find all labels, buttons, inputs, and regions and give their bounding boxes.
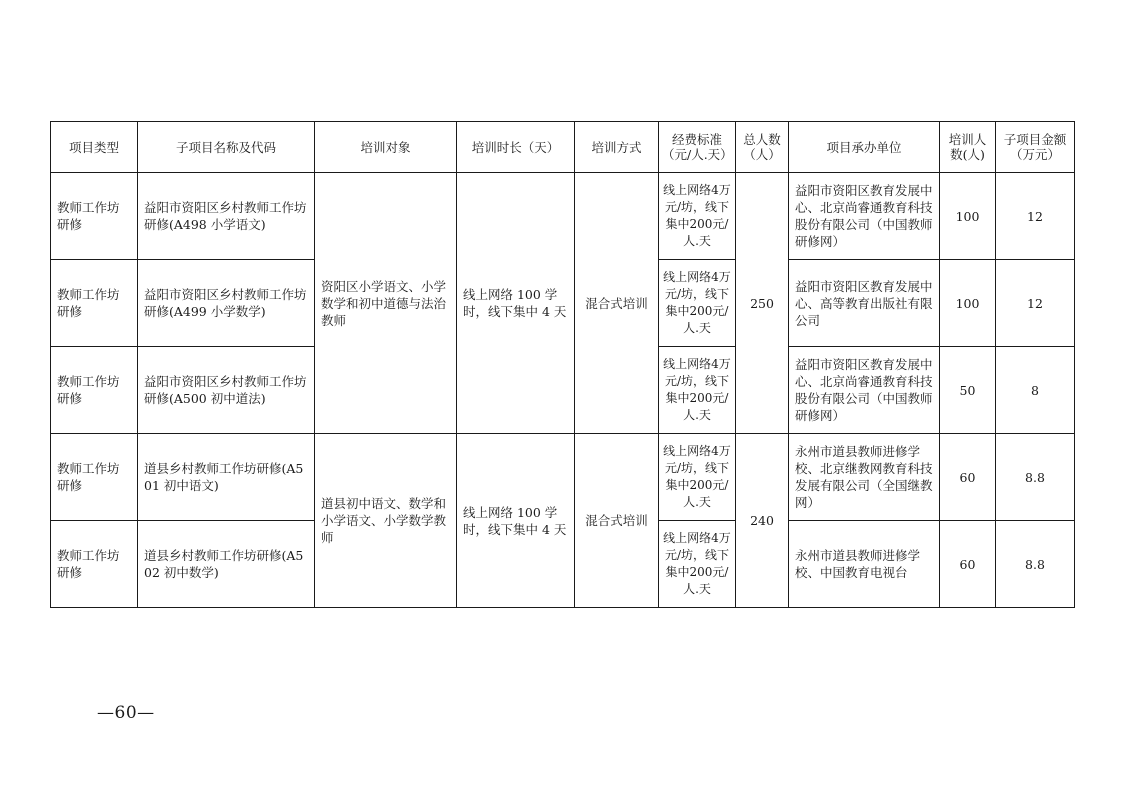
header-trainees: 培训人数(人) (940, 122, 996, 173)
header-method: 培训方式 (575, 122, 659, 173)
project-table (50, 121, 1075, 608)
cell-fee: 线上网络4万元/坊，线下集中200元/人.天 (659, 347, 736, 434)
header-name-code: 子项目名称及代码 (138, 122, 315, 173)
table-row (51, 173, 1075, 260)
cell-type: 教师工作坊研修 (51, 434, 138, 521)
cell-name-code: 道县乡村教师工作坊研修(A501 初中语文) (138, 434, 315, 521)
header-row (51, 122, 1075, 173)
cell-method-group: 混合式培训 (575, 434, 659, 608)
cell-method-group: 混合式培训 (575, 173, 659, 434)
cell-fee: 线上网络4万元/坊，线下集中200元/人.天 (659, 260, 736, 347)
cell-amount: 8.8 (996, 434, 1075, 521)
cell-target-group: 道县初中语文、数学和小学语文、小学数学教师 (315, 434, 457, 608)
cell-trainees: 100 (940, 173, 996, 260)
header-duration: 培训时长（天） (457, 122, 575, 173)
cell-trainees: 100 (940, 260, 996, 347)
header-fee: 经费标准（元/人.天） (659, 122, 736, 173)
header-organizer: 项目承办单位 (789, 122, 940, 173)
table-row (51, 434, 1075, 521)
cell-organizer: 益阳市资阳区教育发展中心、北京尚睿通教育科技股份有限公司（中国教师研修网） (789, 347, 940, 434)
header-amount: 子项目金额（万元） (996, 122, 1075, 173)
page-number: —60— (97, 703, 155, 723)
cell-name-code: 益阳市资阳区乡村教师工作坊研修(A498 小学语文) (138, 173, 315, 260)
cell-name-code: 益阳市资阳区乡村教师工作坊研修(A499 小学数学) (138, 260, 315, 347)
cell-type: 教师工作坊研修 (51, 173, 138, 260)
cell-duration-group: 线上网络 100 学时，线下集中 4 天 (457, 173, 575, 434)
header-target: 培训对象 (315, 122, 457, 173)
cell-amount: 12 (996, 260, 1075, 347)
cell-fee: 线上网络4万元/坊，线下集中200元/人.天 (659, 173, 736, 260)
cell-target-group: 资阳区小学语文、小学数学和初中道德与法治教师 (315, 173, 457, 434)
header-type: 项目类型 (51, 122, 138, 173)
cell-organizer: 益阳市资阳区教育发展中心、北京尚睿通教育科技股份有限公司（中国教师研修网） (789, 173, 940, 260)
cell-amount: 8 (996, 347, 1075, 434)
cell-organizer: 永州市道县教师进修学校、中国教育电视台 (789, 521, 940, 608)
cell-trainees: 50 (940, 347, 996, 434)
cell-type: 教师工作坊研修 (51, 347, 138, 434)
cell-amount: 8.8 (996, 521, 1075, 608)
cell-trainees: 60 (940, 521, 996, 608)
header-total-people: 总人数（人） (736, 122, 789, 173)
cell-type: 教师工作坊研修 (51, 260, 138, 347)
cell-duration-group: 线上网络 100 学时，线下集中 4 天 (457, 434, 575, 608)
cell-total-people-group: 240 (736, 434, 789, 608)
cell-fee: 线上网络4万元/坊，线下集中200元/人.天 (659, 521, 736, 608)
cell-organizer: 益阳市资阳区教育发展中心、高等教育出版社有限公司 (789, 260, 940, 347)
cell-fee: 线上网络4万元/坊，线下集中200元/人.天 (659, 434, 736, 521)
cell-name-code: 益阳市资阳区乡村教师工作坊研修(A500 初中道法) (138, 347, 315, 434)
cell-total-people-group: 250 (736, 173, 789, 434)
cell-organizer: 永州市道县教师进修学校、北京继教网教育科技发展有限公司（全国继教网） (789, 434, 940, 521)
cell-type: 教师工作坊研修 (51, 521, 138, 608)
cell-trainees: 60 (940, 434, 996, 521)
cell-name-code: 道县乡村教师工作坊研修(A502 初中数学) (138, 521, 315, 608)
cell-amount: 12 (996, 173, 1075, 260)
